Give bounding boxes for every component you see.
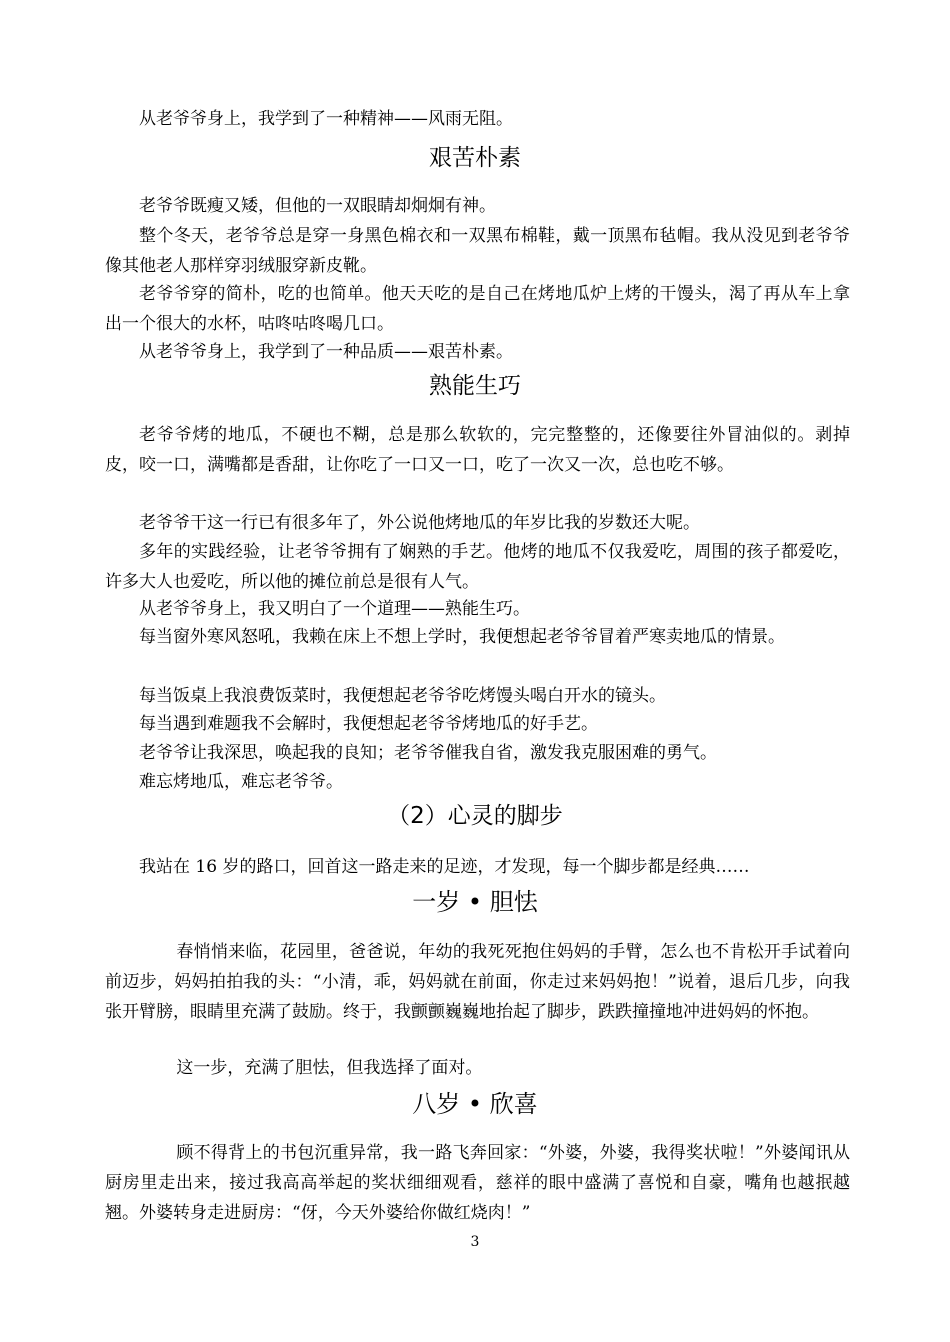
section-heading: 八岁 • 欣喜 <box>412 1090 538 1118</box>
paragraph: 老爷爷穿的简朴，吃的也简单。他天天吃的是自己在烤地瓜炉上烤的干馒头，渴了再从车上拿出一个很大的水杯，咕咚咕咚喝几口。 <box>105 284 850 334</box>
section-heading: 一岁 • 胆怯 <box>412 888 538 916</box>
essay-title: （2）心灵的脚步 <box>387 803 563 829</box>
paragraph: 从老爷爷身上，我又明白了一个道理——熟能生巧。 <box>139 599 530 619</box>
paragraph: 老爷爷烤的地瓜，不硬也不糊，总是那么软软的，完完整整的，还像要往外冒油似的。剥掉皮，咬一口，满嘴都是香甜，让你吃了一口又一口，吃了一次又一次，总也吃不够。 <box>105 425 850 475</box>
paragraph: 整个冬天，老爷爷总是穿一身黑色棉衣和一双黑布棉鞋，戴一顶黑布毡帽。我从没见到老爷爷像其他老人那样穿羽绒服穿新皮靴。 <box>105 226 850 276</box>
paragraph: 难忘烤地瓜，难忘老爷爷。 <box>139 772 343 792</box>
paragraph: 我站在 16 岁的路口，回首这一路走来的足迹，才发现，每一个脚步都是经典…… <box>139 857 750 877</box>
paragraph: 这一步，充满了胆怯，但我选择了面对。 <box>176 1058 483 1078</box>
paragraph: 老爷爷既瘦又矮，但他的一双眼睛却炯炯有神。 <box>139 196 496 216</box>
paragraph: 顾不得背上的书包沉重异常，我一路飞奔回家：“外婆，外婆，我得奖状啦！”外婆闻讯从厨房里走出来，接过我高高举起的奖状细细观看，慈祥的眼中盛满了喜悦和自豪，嘴角也越抿越翘。外婆转身走进厨房：“伢，今天外婆给你做红烧肉！” <box>105 1143 850 1223</box>
paragraph: 多年的实践经验，让老爷爷拥有了娴熟的手艺。他烤的地瓜不仅我爱吃，周围的孩子都爱吃，许多大人也爱吃，所以他的摊位前总是很有人气。 <box>105 542 850 592</box>
paragraph: 每当遇到难题我不会解时，我便想起老爷爷烤地瓜的好手艺。 <box>139 714 598 734</box>
paragraph: 从老爷爷身上，我学到了一种品质——艰苦朴素。 <box>139 342 513 362</box>
paragraph: 每当窗外寒风怒吼，我赖在床上不想上学时，我便想起老爷爷冒着严寒卖地瓜的情景。 <box>139 627 785 647</box>
section-heading: 熟能生巧 <box>429 373 521 399</box>
paragraph: 老爷爷让我深思，唤起我的良知；老爷爷催我自省，激发我克服困难的勇气。 <box>139 743 717 763</box>
paragraph: 春悄悄来临，花园里，爸爸说，年幼的我死死抱住妈妈的手臂，怎么也不肯松开手试着向前迈步，妈妈拍拍我的头：“小清，乖，妈妈就在前面，你走过来妈妈抱！”说着，退后几步，向我张开臂膀，眼睛里充满了鼓励。终于，我颤颤巍巍地抬起了脚步，跌跌撞撞地冲进妈妈的怀抱。 <box>105 942 850 1022</box>
paragraph: 从老爷爷身上，我学到了一种精神——风雨无阻。 <box>139 109 513 129</box>
paragraph: 每当饭桌上我浪费饭菜时，我便想起老爷爷吃烤馒头喝白开水的镜头。 <box>139 686 666 706</box>
section-heading: 艰苦朴素 <box>429 145 521 171</box>
paragraph: 老爷爷干这一行已有很多年了，外公说他烤地瓜的年岁比我的岁数还大呢。 <box>139 513 700 533</box>
page-number: 3 <box>470 1234 480 1250</box>
